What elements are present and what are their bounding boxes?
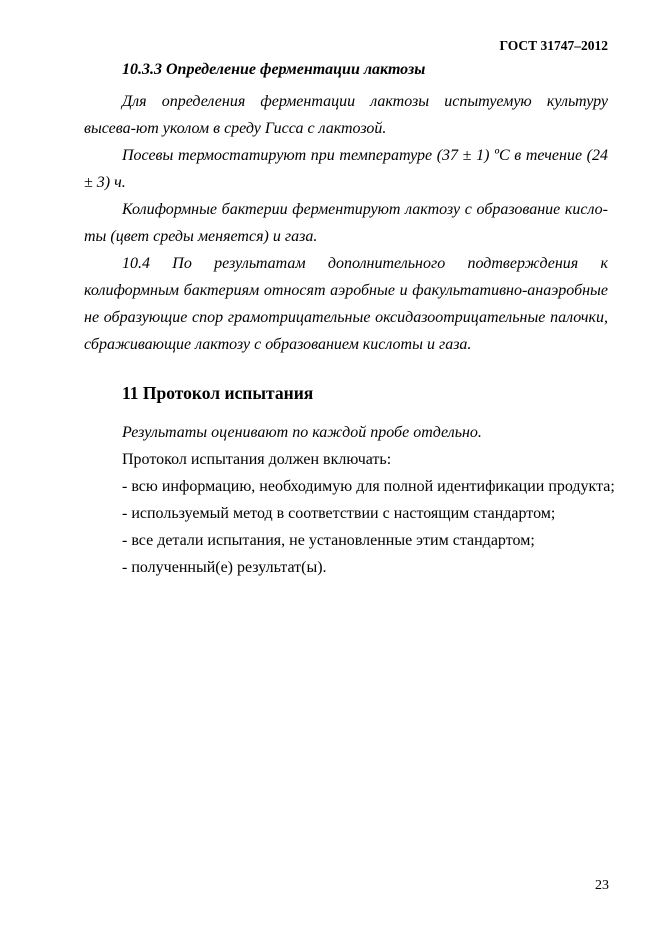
results-note: Результаты оценивают по каждой пробе отдельно. <box>122 424 482 441</box>
protocol-intro: Протокол испытания должен включать: <box>122 451 392 468</box>
paragraph-coliform-fermentation: Колиформные бактерии ферментируют лактозу с образование кисло-ты (цвет среды меняется) и газа. <box>84 201 608 245</box>
paragraph-lactose-inoculation: Для определения ферментации лактозы испытуемую культуру высева-ют уколом в среду Гисса с лактозой. <box>84 93 608 137</box>
list-item: - всю информацию, необходимую для полной идентификации продукта; <box>122 478 615 495</box>
document-code: ГОСТ 31747–2012 <box>499 38 608 53</box>
list-item: - используемый метод в соответствии с настоящим стандартом; <box>122 505 556 522</box>
list-item: - все детали испытания, не установленные этим стандартом; <box>122 532 535 549</box>
paragraph-confirmation: 10.4 По результатам дополнительного подтверждения к колиформным бактериям относят аэробные и факультативно-анаэробные не образующие спор грамотрицательные оксидазоотрицательные палочки, сбраживающие лактозу с образованием кислоты и газа. <box>84 255 608 353</box>
paragraph-incubation: Посевы термостатируют при температуре (37 ± 1) ºС в течение (24 ± 3) ч. <box>84 147 608 191</box>
page-number: 23 <box>595 878 609 893</box>
section-title: 11 Протокол испытания <box>122 383 314 403</box>
list-item: - полученный(е) результат(ы). <box>122 559 327 576</box>
subsection-heading: 10.3.3 Определение ферментации лактозы <box>122 61 426 78</box>
